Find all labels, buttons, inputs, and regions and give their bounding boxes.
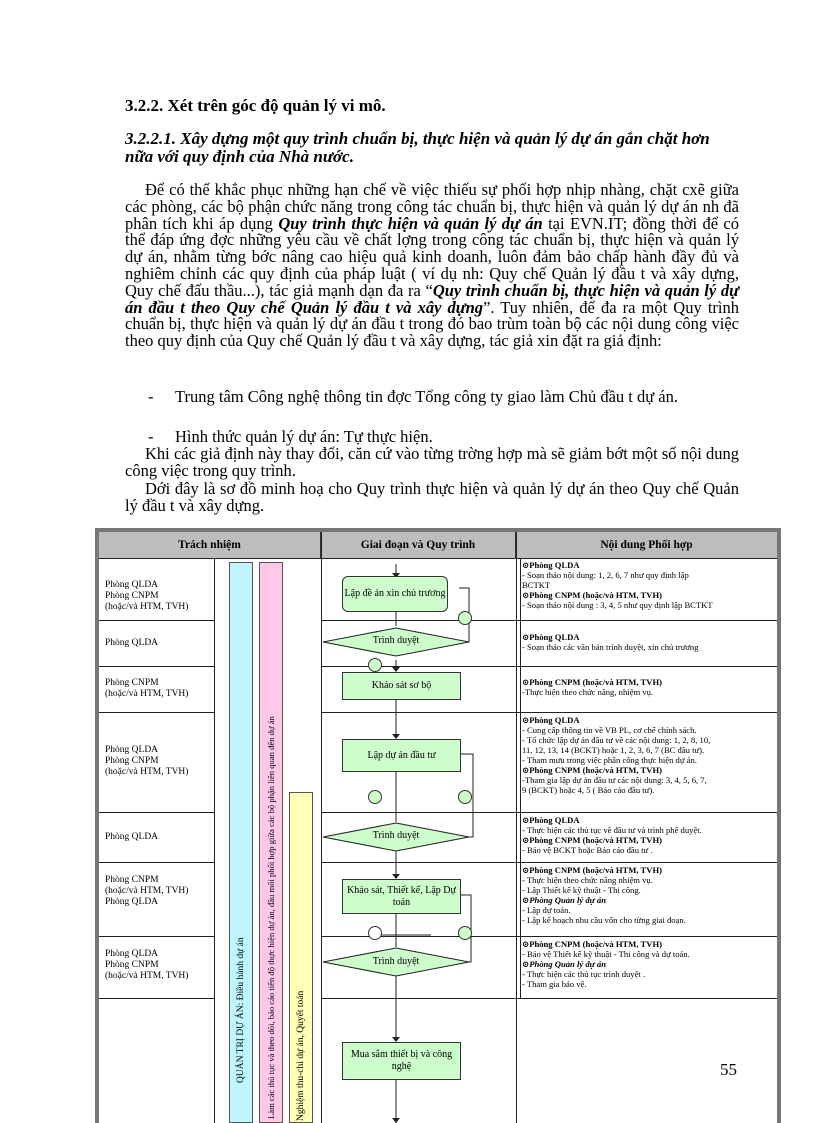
- coord-text: Phòng CNPM (hoặc/và HTM, TVH): [529, 590, 663, 600]
- coord-line: BCTKT: [522, 580, 551, 590]
- coordination-cell: [522, 939, 774, 989]
- coord-line: 9 (BCKT) hoặc 4, 5 ( Báo cáo đầu tư).: [522, 785, 655, 795]
- coord-line: - Soạn thảo nội dung : 3, 4, 5 như quy định lập BCTKT: [522, 600, 713, 610]
- divider: [99, 620, 214, 621]
- step-approval-1: Trình duyệt: [372, 635, 420, 646]
- responsibility-cell: [105, 580, 188, 613]
- coord-line: - Bảo vệ BCKT hoặc Báo cáo đầu tư .: [522, 845, 653, 855]
- coord-line: - Bảo vệ Thiết kế kỹ thuật - Thi công và dự toán.: [522, 949, 690, 959]
- coord-line: - Lập Thiết kế kỹ thuật - Thi công.: [522, 885, 641, 895]
- bar-label: Nghiệm thu-chi dự án, Quyết toán: [296, 990, 306, 1121]
- flow-connectors: [321, 532, 516, 1123]
- responsibility-cell: [105, 745, 188, 778]
- step-approval-3: Trình duyệt: [372, 956, 420, 967]
- coord-line: 11, 12, 13, 14 (BCKT) hoặc 1, 2, 3, 6, 7 (BC đầu tư).: [522, 745, 705, 755]
- coord-text: Phòng QLDA: [529, 560, 580, 570]
- resp-line: (hoặc/và HTM, TVH): [105, 767, 189, 777]
- bullet-text: Hình thức quản lý dự án: Tự thực hiện.: [175, 427, 433, 446]
- coordination-cell: [522, 677, 774, 697]
- responsibility-cell: [105, 832, 158, 843]
- body-paragraph-1: [125, 182, 739, 350]
- coord-line: - Tham mưu trong việc phân công thực hiện dự án.: [522, 755, 697, 765]
- step-design-estimate: Khảo sát, Thiết kế, Lập Dự toán: [342, 879, 461, 914]
- coord-line: -Tham gia lập dự án đầu tư các nội dung: 3, 4, 5, 6, 7,: [522, 775, 707, 785]
- yes-marker: [368, 790, 382, 804]
- coord-text: Phòng CNPM (hoặc/và HTM, TVH): [529, 835, 663, 845]
- responsibility-cell: [105, 875, 188, 908]
- bar-label: QUẢN TRỊ DỰ ÁN: Điều hành dự án: [236, 937, 246, 1083]
- header-coordination: Nội dung Phối hợp: [516, 532, 777, 558]
- coord-line: ⊙Phòng CNPM (hoặc/và HTM, TVH): [522, 765, 663, 775]
- coord-line: - Soạn thảo các văn bản trình duyệt, xin chủ trương: [522, 642, 699, 652]
- coord-text: Phòng CNPM (hoặc/và HTM, TVH): [529, 677, 663, 687]
- resp-line: (hoặc/và HTM, TVH): [105, 602, 189, 612]
- resp-line: Phòng QLDA: [105, 745, 159, 755]
- para1-text-c: ”. Tuy nhiên, để đa ra một Quy trình chuẩn bị, thực hiện và quản lý dự án đầu t trong đó bao trùm toàn bộ các nội dung công việc theo quy định của Quy chế Quản lý đầu t và xây dựng, tác giả xin đặt ra giả định:: [125, 297, 739, 351]
- bullet-dash: -: [148, 427, 154, 446]
- para1-text-b: tại EVN.IT; đồng thời để có thể đáp ứng đợc những yêu cầu về chất lợng trong công tác chuẩn bị, thực hiện và quản lý dự án, nhằm từng bớc nâng cao hiệu quả kinh doanh, luôn đảm bảo chấp hành đầy đủ và nghiêm chỉnh các quy định của pháp luật ( ví dụ nh: Quy chế Quản lý đầu t và xây dựng, Quy chế đấu thầu...), tác giả mạnh dạn đa ra “: [125, 213, 739, 300]
- bullet-text: Trung tâm Công nghệ thông tin đợc Tổng công ty giao làm Chủ đầu t dự án.: [175, 387, 679, 406]
- coord-text: Phòng CNPM (hoặc/và HTM, TVH): [529, 865, 663, 875]
- process-flow-figure: [95, 528, 781, 1123]
- coord-line: ⊙Phòng QLDA: [522, 815, 580, 825]
- coord-line: ⊙Phòng CNPM (hoặc/và HTM, TVH): [522, 590, 663, 600]
- coord-line: ⊙Phòng CNPM (hoặc/và HTM, TVH): [522, 939, 663, 949]
- acceptance-settlement-bar: [289, 792, 313, 1123]
- figure-table: [99, 532, 777, 1123]
- coord-line: - Thực hiện các thủ tục về đầu tư và trình phê duyệt.: [522, 825, 702, 835]
- coordination-cell: [522, 560, 774, 610]
- page-number: 55: [720, 1060, 737, 1079]
- coord-line: ⊙Phòng Quản lý dự án: [522, 895, 606, 905]
- responsibility-cell: [105, 638, 158, 649]
- step-procurement: Mua sắm thiết bị và công nghệ: [342, 1042, 461, 1080]
- para1-emphasis-a: Quy trình thực hiện và quản lý dự án: [278, 213, 543, 233]
- coord-line: - Thực hiện theo chức năng nhiệm vụ.: [522, 875, 653, 885]
- coord-line: - Cung cấp thông tin về VB PL, cơ chế chính sách.: [522, 725, 697, 735]
- bar-label: Làm các thủ tục và theo dõi, báo cáo tiến độ thực hiện dự án, đầu mối phối hợp giữa các bộ phận liên quan đến dự án: [266, 716, 276, 1119]
- coord-text: Phòng QLDA: [529, 632, 580, 642]
- coord-line: ⊙Phòng QLDA: [522, 560, 580, 570]
- coord-line: - Tham gia bảo vệ.: [522, 979, 587, 989]
- resp-line: Phòng QLDA: [105, 580, 159, 590]
- coord-line: - Soạn thảo nội dung: 1, 2, 6, 7 như quy định lập: [522, 570, 689, 580]
- resp-line: Phòng QLDA: [105, 832, 159, 842]
- procedures-tracking-bar: [259, 562, 283, 1123]
- body-paragraph-2: Khi các giả định này thay đổi, căn cứ vào từng trờng hợp mà sẽ giảm bớt một số nội dung công việc trong quy trình.: [125, 444, 739, 480]
- coord-line: ⊙Phòng QLDA: [522, 715, 580, 725]
- yes-marker: [368, 658, 382, 672]
- subsection-heading: 3.2.2.1. Xây dựng một quy trình chuẩn bị, thực hiện và quản lý dự án gắn chặt hơn nữa với quy định của Nhà nước.: [125, 129, 710, 166]
- coord-line: ⊙Phòng CNPM (hoặc/và HTM, TVH): [522, 835, 663, 845]
- responsibility-cell: [105, 949, 188, 982]
- resp-line: Phòng CNPM: [105, 875, 159, 885]
- resp-line: (hoặc/và HTM, TVH): [105, 689, 189, 699]
- resp-line: Phòng CNPM: [105, 678, 159, 688]
- coord-text: Phòng Quản lý dự án: [529, 959, 606, 969]
- coord-line: ⊙Phòng CNPM (hoặc/và HTM, TVH): [522, 677, 663, 687]
- coordination-cell: [522, 815, 774, 855]
- coord-line: - Lập kế hoạch nhu cầu vốn cho từng giai đoạn.: [522, 915, 686, 925]
- coordination-cell: [522, 865, 774, 925]
- divider: [99, 666, 214, 667]
- step-investment-project: Lập dự án đầu tư: [342, 739, 461, 772]
- step-approval-2: Trình duyệt: [372, 830, 420, 841]
- coord-text: Phòng QLDA: [529, 715, 580, 725]
- coord-line: - Thực hiện các thủ tục trình duyệt .: [522, 969, 646, 979]
- connector-circle: [368, 926, 382, 940]
- coord-line: - Tổ chức lập dự án đầu tư về các nội dung: 1, 2, 8, 10,: [522, 735, 711, 745]
- coord-line: ⊙Phòng Quản lý dự án: [522, 959, 606, 969]
- header-responsibility: Trách nhiệm: [99, 532, 321, 558]
- coord-text: Phòng CNPM (hoặc/và HTM, TVH): [529, 765, 663, 775]
- divider: [520, 558, 521, 998]
- divider: [99, 936, 214, 937]
- project-management-bar: [229, 562, 253, 1123]
- step-preliminary-survey: Khảo sát sơ bộ: [342, 672, 461, 700]
- coordination-cell: [522, 632, 774, 652]
- body-paragraph-3: Dới đây là sơ đồ minh hoạ cho Quy trình thực hiện và quản lý dự án theo Quy chế Quản lý đầu t và xây dựng.: [125, 479, 739, 515]
- divider: [99, 812, 214, 813]
- step-proposal: Lập đề án xin chủ trương: [342, 576, 448, 612]
- coord-line: ⊙Phòng CNPM (hoặc/và HTM, TVH): [522, 865, 663, 875]
- resp-line: Phòng CNPM: [105, 756, 159, 766]
- resp-line: (hoặc/và HTM, TVH): [105, 971, 189, 981]
- no-marker: [458, 790, 472, 804]
- responsibility-cell: [105, 678, 188, 700]
- divider: [99, 862, 214, 863]
- coord-text: Phòng CNPM (hoặc/và HTM, TVH): [529, 939, 663, 949]
- coordination-cell: [522, 715, 774, 795]
- resp-line: Phòng QLDA: [105, 638, 159, 648]
- resp-line: Phòng QLDA: [105, 897, 159, 907]
- resp-line: Phòng QLDA: [105, 949, 159, 959]
- divider: [99, 712, 214, 713]
- resp-line: (hoặc/và HTM, TVH): [105, 886, 189, 896]
- resp-line: Phòng CNPM: [105, 591, 159, 601]
- para1-text-a: Để có thể khắc phục những hạn chế về việc thiếu sự phối hợp nhịp nhàng, chặt cxẽ giữa các phòng, các bộ phận chức năng trong công tác chuẩn bị, thực hiện và quản lý dự án nh đã phân tích khi áp dụng: [125, 180, 739, 233]
- coord-text: Phòng Quản lý dự án: [529, 895, 606, 905]
- para1-emphasis-b: Quy trình chuẩn bị, thực hiện và quản lý dự án đầu t theo Quy chế Quản lý đầu t và xây dựng: [125, 280, 740, 317]
- no-marker: [458, 926, 472, 940]
- coord-line: - Lập dự toán.: [522, 905, 571, 915]
- bullet-dash: -: [148, 387, 154, 406]
- header-process: Giai đoạn và Quy trình: [321, 532, 516, 558]
- coord-text: Phòng QLDA: [529, 815, 580, 825]
- section-heading: 3.2.2. Xét trên góc độ quản lý vi mô.: [125, 96, 386, 115]
- resp-line: Phòng CNPM: [105, 960, 159, 970]
- no-marker: [458, 611, 472, 625]
- divider: [99, 998, 214, 999]
- coord-line: -Thực hiện theo chức năng, nhiệm vụ.: [522, 687, 654, 697]
- divider: [214, 558, 215, 1123]
- coord-line: ⊙Phòng QLDA: [522, 632, 580, 642]
